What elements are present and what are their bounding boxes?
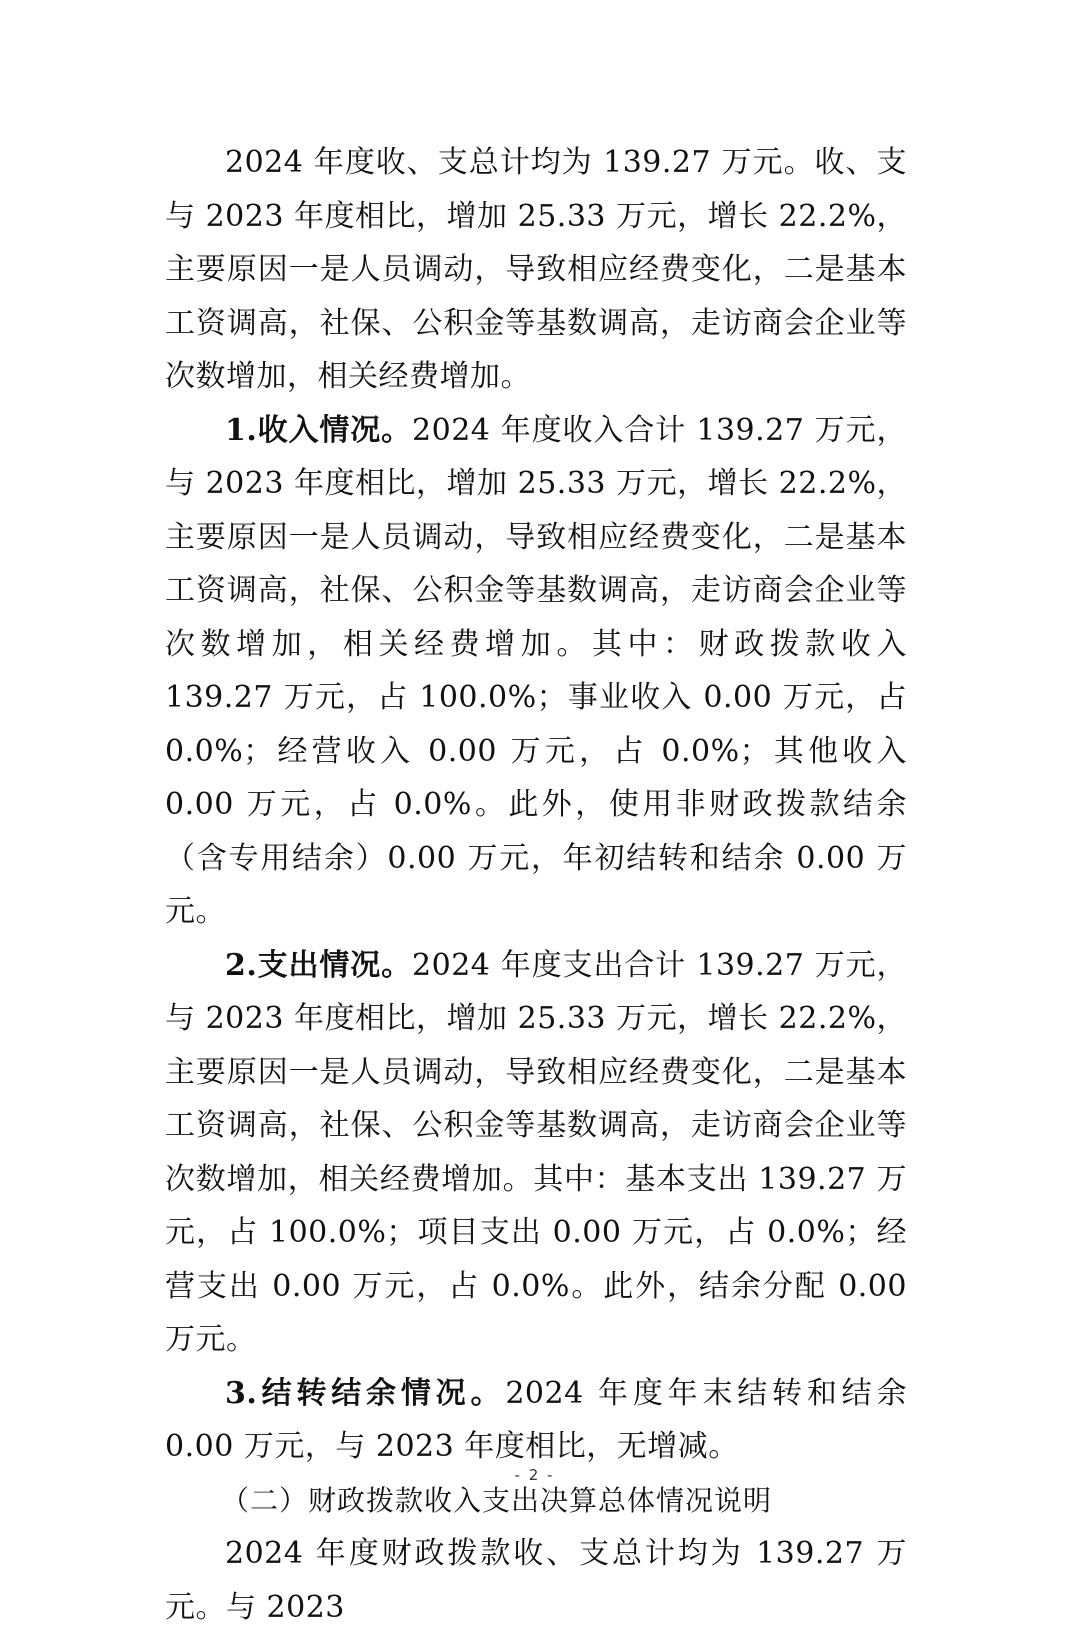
- paragraph-total-summary: 2024 年度收、支总计均为 139.27 万元。收、支与 2023 年度相比，增加 25.33 万元，增长 22.2%，主要原因一是人员调动，导致相应经费变化，二是基本工资调高，社保、公积金等基数调高，走访商会企业等次数增加，相关经费增加。: [165, 145, 907, 394]
- document-body: [165, 136, 907, 1634]
- paragraph-carryover: [165, 1367, 907, 1474]
- income-text: 2024 年度收入合计 139.27 万元，与 2023 年度相比，增加 25.33 万元，增长 22.2%，主要原因一是人员调动，导致相应经费变化，二是基本工资调高，社保、公积金等基数调高，走访商会企业等次数增加，相关经费增加。其中：财政拨款收入 139.27 万元，占 100.0%；事业收入 0.00 万元，占 0.0%；经营收入 0.00 万元，占 0.0%；其他收入 0.00 万元，占 0.0%。此外，使用非财政拨款结余（含专用结余）0.00 万元，年初结转和结余 0.00 万元。: [165, 412, 907, 929]
- income-heading: 1.收入情况。: [225, 412, 413, 448]
- page-number: - 2 -: [514, 1466, 555, 1484]
- paragraph-income: [165, 404, 907, 939]
- paragraph-expenditure: [165, 939, 907, 1367]
- expenditure-text: 2024 年度支出合计 139.27 万元，与 2023 年度相比，增加 25.33 万元，增长 22.2%，主要原因一是人员调动，导致相应经费变化，二是基本工资调高，社保、公积金等基数调高，走访商会企业等次数增加，相关经费增加。其中：基本支出 139.27 万元，占 100.0%；项目支出 0.00 万元，占 0.0%；经营支出 0.00 万元，占 0.0%。此外，结余分配 0.00 万元。: [165, 947, 907, 1357]
- carryover-text: 2024 年度年末结转和结余 0.00 万元，与 2023 年度相比，无增减。: [165, 1375, 907, 1464]
- expenditure-heading: 2.支出情况。: [225, 947, 413, 983]
- carryover-heading: 3.结转结余情况。: [225, 1375, 506, 1411]
- section-heading: （二）财政拨款收入支出决算总体情况说明: [221, 1483, 773, 1517]
- paragraph-fiscal-total: 2024 年度财政拨款收、支总计均为 139.27 万元。与 2023: [165, 1536, 907, 1625]
